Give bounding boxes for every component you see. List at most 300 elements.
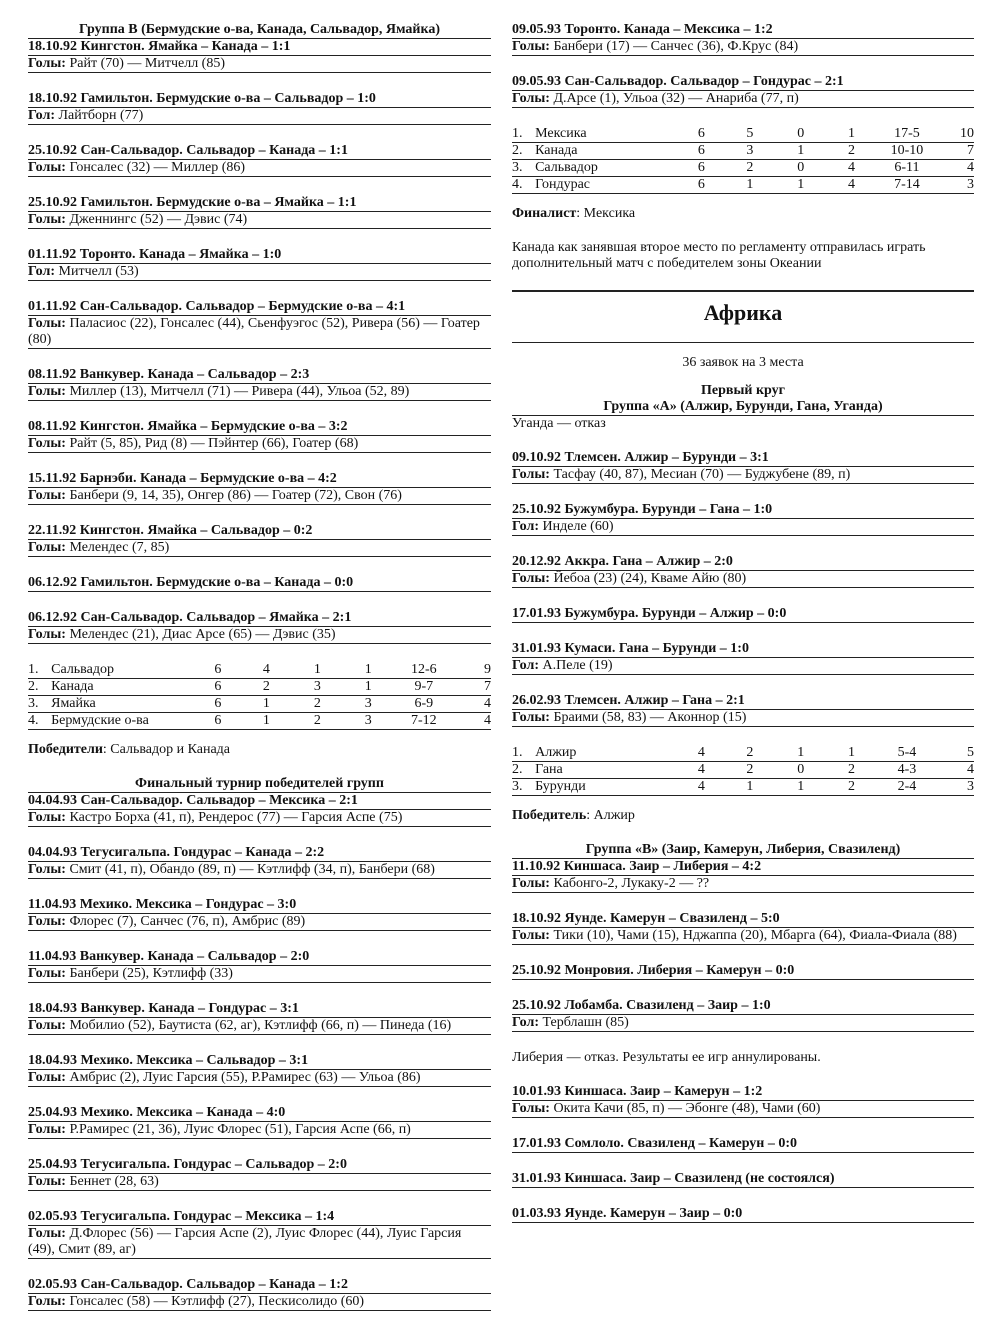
match-block [28,897,491,931]
match-header: 06.12.92 Гамильтон. Бермудские о-ва – Канада – 0:0 [28,575,491,592]
standings-cell: 2-4 [877,779,937,796]
match-goals [512,876,974,893]
standings-cell: 4. [512,177,535,194]
standings-cell: 1 [775,177,826,194]
match-goals [28,264,491,281]
match-block [512,22,974,56]
goals-text: Д.Арсе (1), Ульоа (32) — Анариба (77, п) [549,91,799,106]
goals-text: Терблашн (85) [539,1015,629,1030]
standings-cell: 6 [195,662,241,679]
standings-row [512,143,974,160]
standings-cell: 6-11 [877,160,937,177]
goals-text: Митчелл (53) [55,264,139,279]
standings-cell: 4 [826,160,877,177]
goals-text: Кабонго-2, Лукаку-2 — ?? [549,876,710,891]
match-goals [28,627,491,644]
finalist-line [512,206,974,222]
standings-cell: 1 [343,662,394,679]
standings-cell: 6-9 [394,696,454,713]
match-header: 26.02.93 Тлемсен. Алжир – Гана – 2:1 [512,693,974,710]
goals-label: Голы: [512,467,550,482]
goals-label: Голы: [28,1070,66,1085]
match-header: 18.04.93 Мехико. Мексика – Сальвадор – 3:1 [28,1053,491,1070]
match-goals [28,914,491,931]
standings-cell: 4. [28,713,51,730]
match-goals [512,467,974,484]
final-standings [512,126,974,194]
goals-label: Гол: [28,264,56,279]
match-block [28,39,491,73]
goals-label: Голы: [512,571,550,586]
match-header: 25.10.92 Лобамба. Свазиленд – Заир – 1:0 [512,998,974,1015]
standings-row [28,696,491,713]
match-header: 31.01.93 Кумаси. Гана – Бурунди – 1:0 [512,641,974,658]
goals-label: Голы: [28,316,66,331]
match-goals [28,862,491,879]
standings-cell: 17-5 [877,126,937,143]
match-goals [28,1174,491,1191]
first-round-title: Первый круг [701,383,785,398]
match-header: 11.10.92 Киншаса. Заир – Либерия – 4:2 [512,859,974,876]
match-header: 01.11.92 Сан-Сальвадор. Сальвадор – Бермудские о-ва – 4:1 [28,299,491,316]
standings-cell: 1. [28,662,51,679]
match-block [28,299,491,349]
goals-text: Мобилио (52), Баутиста (62, аг), Кэтлифф (66, п) — Пинеда (16) [65,1018,452,1033]
match-header: 06.12.92 Сан-Сальвадор. Сальвадор – Ямайка – 2:1 [28,610,491,627]
standings-cell: 4 [678,779,724,796]
standings-cell: 2 [725,762,776,779]
goals-label: Голы: [28,384,66,399]
left-column [28,22,491,1329]
standings-cell: 3. [512,779,535,796]
match-header: 15.11.92 Барнэби. Канада – Бермудские о-ва – 4:2 [28,471,491,488]
goals-text: Миллер (13), Митчелл (71) — Ривера (44), Ульоа (52, 89) [65,384,410,399]
standings-cell: 7 [937,143,974,160]
match-header: 09.10.92 Тлемсен. Алжир – Бурунди – 3:1 [512,450,974,467]
final-tournament-matches [28,793,491,1311]
standings-cell: 6 [195,713,241,730]
standings-cell: 1 [826,126,877,143]
standings-cell: 2 [826,143,877,160]
match-header: 01.03.93 Яунде. Камерун – Заир – 0:0 [512,1206,974,1223]
standings-cell: 3 [343,713,394,730]
standings-cell: Гондурас [535,177,678,194]
match-block [28,1001,491,1035]
standings-cell: 4 [937,160,974,177]
match-block [28,1157,491,1191]
africa-group-a-title: Группа «А» (Алжир, Бурунди, Гана, Уганда) [512,399,974,416]
standings-cell: 3 [937,177,974,194]
goals-text: Окита Качи (85, п) — Эбонге (48), Чами (60) [549,1101,821,1116]
standings-cell: 2 [826,779,877,796]
standings-cell: 4 [678,762,724,779]
match-header: 25.10.92 Монровия. Либерия – Камерун – 0:0 [512,963,974,980]
goals-label: Голы: [28,1174,66,1189]
section-divider-bottom [512,342,974,343]
finalist-text: : Мексика [576,206,636,221]
match-block [512,554,974,588]
standings-cell: 4-3 [877,762,937,779]
group-a-winner [512,808,974,824]
match-block [512,911,974,945]
standings-cell: 9-7 [394,679,454,696]
match-header: 04.04.93 Сан-Сальвадор. Сальвадор – Мексика – 2:1 [28,793,491,810]
match-block [512,859,974,893]
match-block [28,91,491,125]
match-header: 17.01.93 Сомлоло. Свазиленд – Камерун – 0:0 [512,1136,974,1153]
standings-cell: 2 [826,762,877,779]
match-header: 02.05.93 Тегусигальпа. Гондурас – Мексика – 1:4 [28,1209,491,1226]
standings-cell: 6 [678,143,724,160]
standings-row [512,762,974,779]
standings-cell: 1. [512,126,535,143]
goals-label: Голы: [28,627,66,642]
match-block [512,502,974,536]
match-block [512,606,974,623]
standings-cell: 3 [343,696,394,713]
match-header: 04.04.93 Тегусигальпа. Гондурас – Канада – 2:2 [28,845,491,862]
goals-label: Голы: [28,1018,66,1033]
goals-label: Голы: [28,540,66,555]
match-header: 01.11.92 Торонто. Канада – Ямайка – 1:0 [28,247,491,264]
canada-note: Канада как занявшая второе место по регламенту отправилась играть дополнительный матч с победителем зоны Океании [512,240,926,271]
match-block [512,998,974,1032]
match-block [28,575,491,592]
goals-label: Голы: [28,1122,66,1137]
goals-label: Голы: [28,212,66,227]
match-header: 25.10.92 Сан-Сальвадор. Сальвадор – Канада – 1:1 [28,143,491,160]
match-header: 10.01.93 Киншаса. Заир – Камерун – 1:2 [512,1084,974,1101]
match-goals [28,966,491,983]
goals-label: Голы: [512,39,550,54]
standings-cell: 2. [512,762,535,779]
standings-row [512,126,974,143]
match-header: 08.11.92 Кингстон. Ямайка – Бермудские о-ва – 3:2 [28,419,491,436]
goals-label: Голы: [28,914,66,929]
standings-cell: 6 [678,160,724,177]
finalist-label: Финалист [512,206,577,221]
goals-text: Беннет (28, 63) [65,1174,159,1189]
match-block [512,1206,974,1223]
goals-text: Паласиос (22), Гонсалес (44), Сьенфуэгос (52), Ривера (56) — Гоатер (80) [28,316,480,347]
standings-cell: Гана [535,762,678,779]
group-b-standings [28,662,491,730]
goals-text: Банбери (17) — Санчес (36), Ф.Крус (84) [549,39,799,54]
goals-label: Голы: [512,710,550,725]
standings-cell: 0 [775,762,826,779]
goals-text: Тики (10), Чами (15), Нджаппа (20), Мбарга (64), Фиала-Фиала (88) [549,928,957,943]
standings-cell: 9 [454,662,491,679]
standings-cell: 2. [28,679,51,696]
goals-text: Лайтборн (77) [55,108,144,123]
goals-text: Браими (58, 83) — Аконнор (15) [549,710,747,725]
match-block [28,195,491,229]
standings-cell: 4 [454,713,491,730]
standings-cell: Сальвадор [51,662,195,679]
standings-cell: 6 [195,679,241,696]
goals-text: Мелендес (21), Диас Арсе (65) — Дэвис (35) [65,627,336,642]
match-block [512,1084,974,1118]
match-block [28,247,491,281]
standings-cell: 3 [937,779,974,796]
standings-cell: 2 [292,696,343,713]
africa-entries: 36 заявок на 3 места [682,355,804,370]
match-goals [28,1070,491,1087]
match-block [28,610,491,644]
standings-cell: 7-12 [394,713,454,730]
standings-cell: 1 [826,745,877,762]
right-column [512,22,974,1241]
standings-row [512,745,974,762]
winner-text: : Алжир [586,808,635,823]
match-header: 25.10.92 Бужумбура. Бурунди – Гана – 1:0 [512,502,974,519]
goals-label: Голы: [512,876,550,891]
standings-cell: 4 [826,177,877,194]
match-goals [512,1015,974,1032]
goals-text: Гонсалес (32) — Миллер (86) [65,160,246,175]
match-header: 18.10.92 Гамильтон. Бермудские о-ва – Сальвадор – 1:0 [28,91,491,108]
group-b-winners [28,742,491,758]
goals-label: Гол: [512,1015,540,1030]
standings-cell: Бермудские о-ва [51,713,195,730]
match-block [28,1209,491,1259]
match-header: 18.04.93 Ванкувер. Канада – Гондурас – 3:1 [28,1001,491,1018]
group-b-title: Группа В (Бермудские о-ва, Канада, Сальвадор, Ямайка) [28,22,491,39]
match-goals [28,56,491,73]
standings-cell: 2. [512,143,535,160]
goals-label: Голы: [28,966,66,981]
match-goals [512,928,974,945]
africa-group-a-standings [512,745,974,796]
standings-cell: 1 [241,696,292,713]
standings-cell: 6 [195,696,241,713]
final-tournament-matches-cont [512,22,974,108]
liberia-note: Либерия — отказ. Результаты ее игр аннулированы. [512,1050,821,1065]
match-header: 18.10.92 Яунде. Камерун – Свазиленд – 5:0 [512,911,974,928]
standings-cell: Бурунди [535,779,678,796]
match-goals [28,1122,491,1139]
africa-group-b-matches-2 [512,1084,974,1223]
standings-cell: 1 [775,745,826,762]
standings-cell: 5 [937,745,974,762]
match-goals [512,91,974,108]
africa-group-b-title: Группа «В» (Заир, Камерун, Либерия, Свазиленд) [512,842,974,859]
standings-cell: 5-4 [877,745,937,762]
match-goals [28,540,491,557]
standings-cell: 10 [937,126,974,143]
winners-label: Победители [28,742,103,757]
match-block [28,419,491,453]
match-goals [512,658,974,675]
standings-cell: 3. [512,160,535,177]
standings-cell: 1 [725,177,776,194]
match-header: 25.04.93 Тегусигальпа. Гондурас – Сальвадор – 2:0 [28,1157,491,1174]
goals-text: Смит (41, п), Обандо (89, п) — Кэтлифф (34, п), Банбери (68) [65,862,435,877]
standings-cell: 3. [28,696,51,713]
match-header: 20.12.92 Аккра. Гана – Алжир – 2:0 [512,554,974,571]
match-block [28,845,491,879]
africa-heading: Африка [703,300,783,325]
match-header: 22.11.92 Кингстон. Ямайка – Сальвадор – 0:2 [28,523,491,540]
match-header: 09.05.93 Сан-Сальвадор. Сальвадор – Гондурас – 2:1 [512,74,974,91]
match-goals [28,436,491,453]
match-goals [512,39,974,56]
standings-cell: 6 [678,126,724,143]
match-block [512,74,974,108]
goals-label: Гол: [28,108,56,123]
goals-label: Голы: [28,810,66,825]
match-goals [28,212,491,229]
match-header: 31.01.93 Киншаса. Заир – Свазиленд (не состоялся) [512,1171,974,1188]
standings-cell: Канада [51,679,195,696]
match-header: 25.04.93 Мехико. Мексика – Канада – 4:0 [28,1105,491,1122]
goals-label: Голы: [28,1226,66,1241]
match-goals [28,1294,491,1311]
goals-label: Голы: [28,488,66,503]
goals-label: Голы: [28,436,66,451]
match-goals [28,1226,491,1259]
goals-label: Голы: [512,928,550,943]
match-goals [28,160,491,177]
winners-text: : Сальвадор и Канада [102,742,231,757]
match-block [512,1171,974,1188]
goals-label: Голы: [512,1101,550,1116]
standings-cell: 12-6 [394,662,454,679]
match-block [28,367,491,401]
standings-cell: 3 [292,679,343,696]
match-header: 08.11.92 Ванкувер. Канада – Сальвадор – 2:3 [28,367,491,384]
standings-cell: 1. [512,745,535,762]
standings-cell: 7 [454,679,491,696]
standings-cell: Ямайка [51,696,195,713]
match-block [28,523,491,557]
standings-row [28,713,491,730]
standings-cell: 1 [775,779,826,796]
group-b-matches [28,39,491,644]
africa-group-b-matches [512,859,974,1032]
match-header: 25.10.92 Гамильтон. Бермудские о-ва – Ямайка – 1:1 [28,195,491,212]
standings-cell: 7-14 [877,177,937,194]
standings-cell: 2 [241,679,292,696]
match-header: 18.10.92 Кингстон. Ямайка – Канада – 1:1 [28,39,491,56]
goals-text: Гонсалес (58) — Кэтлифф (27), Пескисолидо (60) [65,1294,365,1309]
goals-text: Мелендес (7, 85) [65,540,170,555]
goals-text: Банбери (25), Кэтлифф (33) [65,966,233,981]
match-goals [28,108,491,125]
standings-row [28,679,491,696]
match-block [512,641,974,675]
standings-cell: 3 [725,143,776,160]
section-divider-top [512,290,974,292]
match-block [28,949,491,983]
uganda-withdraw: Уганда — отказ [512,416,606,431]
standings-cell: 6 [678,177,724,194]
goals-text: Д.Флорес (56) — Гарсия Аспе (2), Луис Флорес (44), Луис Гарсия (49), Смит (89, аг) [28,1226,462,1257]
standings-cell: 5 [725,126,776,143]
standings-row [28,662,491,679]
standings-cell: Алжир [535,745,678,762]
match-block [512,450,974,484]
match-block [512,963,974,980]
goals-text: А.Пеле (19) [539,658,613,673]
standings-cell: Канада [535,143,678,160]
match-block [28,1105,491,1139]
final-tournament-title: Финальный турнир победителей групп [28,776,491,793]
standings-cell: Мексика [535,126,678,143]
goals-text: Райт (5, 85), Рид (8) — Пэйнтер (66), Гоатер (68) [65,436,359,451]
goals-label: Голы: [28,56,66,71]
standings-cell: 2 [292,713,343,730]
goals-text: Кастро Борха (41, п), Рендерос (77) — Гарсия Аспе (75) [65,810,403,825]
standings-cell: 1 [343,679,394,696]
goals-text: Амбрис (2), Луис Гарсия (55), Р.Рамирес (63) — Ульоа (86) [65,1070,421,1085]
goals-text: Йебоа (23) (24), Кваме Айю (80) [549,571,747,586]
standings-cell: 0 [775,126,826,143]
standings-cell: 1 [241,713,292,730]
standings-cell: 4 [241,662,292,679]
standings-cell: 1 [292,662,343,679]
standings-cell: 10-10 [877,143,937,160]
standings-row [512,177,974,194]
goals-text: Инделе (60) [539,519,614,534]
goals-label: Гол: [512,658,540,673]
match-block [512,1136,974,1153]
goals-text: Тасфау (40, 87), Месиан (70) — Буджубене (89, п) [549,467,851,482]
match-block [28,1277,491,1311]
goals-label: Гол: [512,519,540,534]
goals-label: Голы: [512,91,550,106]
africa-group-a-matches [512,450,974,727]
goals-label: Голы: [28,862,66,877]
match-goals [512,519,974,536]
match-goals [512,710,974,727]
match-header: 09.05.93 Торонто. Канада – Мексика – 1:2 [512,22,974,39]
standings-cell: 4 [937,762,974,779]
standings-cell: 1 [725,779,776,796]
goals-label: Голы: [28,1294,66,1309]
goals-text: Р.Рамирес (21, 36), Луис Флорес (51), Гарсия Аспе (66, п) [65,1122,411,1137]
match-block [28,143,491,177]
match-block [28,471,491,505]
standings-cell: Сальвадор [535,160,678,177]
goals-text: Банбери (9, 14, 35), Онгер (86) — Гоатер (72), Свон (76) [65,488,402,503]
match-block [512,693,974,727]
match-goals [512,1101,974,1118]
match-goals [28,316,491,349]
standings-cell: 2 [725,160,776,177]
standings-cell: 0 [775,160,826,177]
goals-text: Дженнингс (52) — Дэвис (74) [65,212,248,227]
goals-text: Флорес (7), Санчес (76, п), Амбрис (89) [65,914,306,929]
standings-cell: 4 [454,696,491,713]
match-goals [512,571,974,588]
match-header: 17.01.93 Бужумбура. Бурунди – Алжир – 0:0 [512,606,974,623]
standings-row [512,160,974,177]
match-goals [28,384,491,401]
match-header: 02.05.93 Сан-Сальвадор. Сальвадор – Канада – 1:2 [28,1277,491,1294]
goals-text: Райт (70) — Митчелл (85) [65,56,225,71]
match-header: 11.04.93 Ванкувер. Канада – Сальвадор – 2:0 [28,949,491,966]
match-goals [28,488,491,505]
standings-cell: 1 [775,143,826,160]
match-goals [28,1018,491,1035]
standings-cell: 2 [725,745,776,762]
standings-row [512,779,974,796]
match-block [28,793,491,827]
winner-label: Победитель [512,808,587,823]
match-goals [28,810,491,827]
goals-label: Голы: [28,160,66,175]
